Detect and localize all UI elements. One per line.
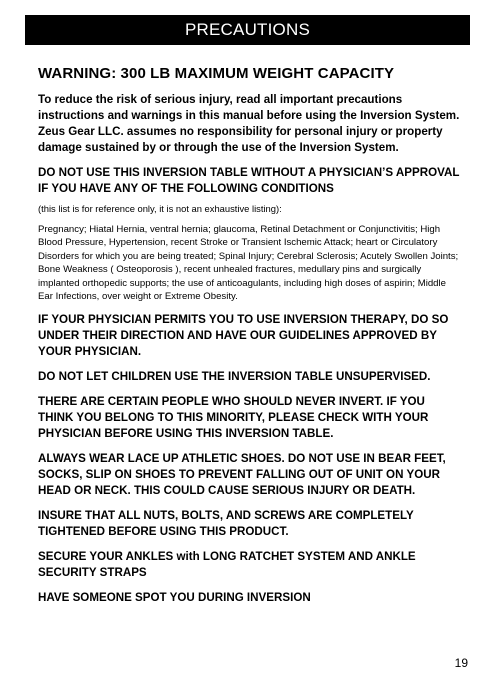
precaution-never-invert: THERE ARE CERTAIN PEOPLE WHO SHOULD NEVER INVERT. IF YOU THINK YOU BELONG TO THIS MINORITY, PLEASE CHECK WITH YOUR PHYSICIAN BEFORE USING THIS INVERSION TABLE. <box>38 395 429 441</box>
weight-warning-title: WARNING: 300 LB MAXIMUM WEIGHT CAPACITY <box>38 65 395 82</box>
precaution-children: DO NOT LET CHILDREN USE THE INVERSION TABLE UNSUPERVISED. <box>38 370 431 384</box>
section-title: PRECAUTIONS <box>185 20 310 39</box>
precaution-tighten: INSURE THAT ALL NUTS, BOLTS, AND SCREWS ARE COMPLETELY TIGHTENED BEFORE USING THIS PRODUCT. <box>38 509 414 539</box>
intro-paragraph: To reduce the risk of serious injury, read all important precautions instructions and warnings in this manual before using the Inversion System. Zeus Gear LLC. assumes no responsibility for personal injury or property damage sustained by or through the use of the Inversion System. <box>38 93 460 154</box>
precaution-spotter: HAVE SOMEONE SPOT YOU DURING INVERSION <box>38 591 311 605</box>
precautions-content <box>38 65 463 615</box>
list-note: (this list is for reference only, it is not an exhaustive listing): <box>38 203 282 214</box>
precaution-shoes: ALWAYS WEAR LACE UP ATHLETIC SHOES. DO NOT USE IN BEAR FEET, SOCKS, SLIP ON SHOES TO PREVENT FALLING OUT OF UNIT ON YOUR HEAD OR NECK. THIS COULD CAUSE SERIOUS INJURY OR DEATH. <box>38 452 446 498</box>
physician-condition-paragraph: DO NOT USE THIS INVERSION TABLE WITHOUT A PHYSICIAN’S APPROVAL IF YOU HAVE ANY OF THE FOLLOWING CONDITIONS <box>38 166 460 195</box>
conditions-list: Pregnancy; Hiatal Hernia, ventral hernia; glaucoma, Retinal Detachment or Conjunctivitis; High Blood Pressure, Hypertension, recent Stroke or Transient Ischemic Attack; heart or Circulatory Disorders for which you are being treated; Spinal Injury; Cerebral Sclerosis; Acutely Swollen Joints; Bone Weakness ( Osteoporosis ), recent unhealed fractures, medullary pins and surgically implanted orthopedic supports; the use of anticoagulants, including high doses of aspirin; Middle Ear Infections, over weight or Extreme Obesity. <box>38 224 459 303</box>
precaution-physician-therapy: IF YOUR PHYSICIAN PERMITS YOU TO USE INVERSION THERAPY, DO SO UNDER THEIR DIRECTION AND HAVE OUR GUIDELINES APPROVED BY YOUR PHYSICIAN. <box>38 313 449 359</box>
section-header <box>25 15 470 45</box>
precaution-ankles: SECURE YOUR ANKLES with LONG RATCHET SYSTEM AND ANKLE SECURITY STRAPS <box>38 550 416 580</box>
page-number: 19 <box>454 656 468 670</box>
